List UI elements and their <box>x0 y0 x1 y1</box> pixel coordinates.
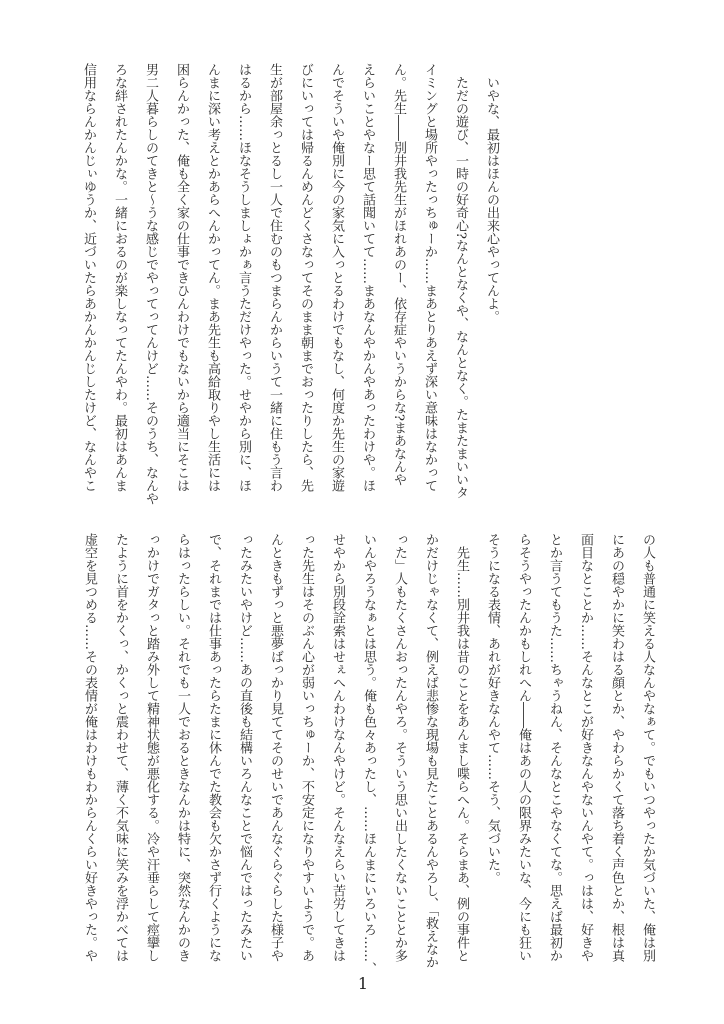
text-line: えらいことやなー思て話聞いてて……まあなんやかんやあったわけや。ほ <box>360 63 375 492</box>
text-line: んでそういや俺別に今の家気に入っとるわけでもなし、何度か先生の家遊 <box>329 63 344 492</box>
text-line: いんやろうなぁとは思う。俺も色々あったし、……ほんまにいろいろ……、 <box>361 533 376 975</box>
text-line: っかけでガタっと踏み外して精神状態が悪化する。冷や汗垂らして痙攣し <box>144 533 159 962</box>
text-line: そうになる表情、あれが好きなんやて……そう、気づいた。 <box>485 533 500 884</box>
text-line: びにいっては帰るんめんどくさなってそのまま朝までおったりしたら、先 <box>298 63 313 492</box>
text-line: かだけじゃなくて、例えば悲惨な現場も見たことあるんやろし、「救えなか <box>423 533 438 969</box>
text-line: 先生……別井我は昔のことをあんまし喋らへん。そらまあ、例の事件と <box>454 546 469 962</box>
text-line: 男二人暮らしのてきと〜うな感じでやってってんけど……そのうち、なんや <box>143 63 158 505</box>
upper-tier-text <box>73 63 507 505</box>
text-line: 面目なとことか……そんなとこが好きなんやないんやて。っはは、好きや <box>578 533 593 962</box>
text-line: にあの穏やかに笑わはる顔とか、やわらかくて落ち着く声色とか、根は真 <box>609 533 624 962</box>
text-line: んまに深い考えとかあらへんかってん。まあ先生も高給取りやし生活には <box>205 63 220 492</box>
text-line: 虚空を見つめる……その表情が俺はわけもわからんくらい好きやった。や <box>82 533 97 962</box>
text-line: せやから別段詮索はせぇへんわけなんやけど。そんなえらい苦労してきは <box>330 533 345 962</box>
text-line: った先生はそのぶん心が弱いっちゅーか、不安定になりやすいようで。あ <box>299 533 314 962</box>
text-line: の人も普通に笑える人なんやなぁて。でもいつやったか気づいた、俺は別 <box>640 533 655 962</box>
text-line: イミングと場所やったっちゅーか……まあとりあえず深い意味はなかって <box>422 63 437 492</box>
text-line: 困らんかった、俺も全く家の仕事できひんわけでもないから適当にそこは <box>174 63 189 492</box>
text-line: ん。先生――別井我先生がほれあのー、依存症やいうからな?まあなんや <box>391 63 406 486</box>
text-line: らはったらしい。それでも一人でおるときなんかは特に、突然なんかのき <box>175 533 190 962</box>
text-line: ただの遊び、一時の好奇心?なんとなくや、なんとなく。たまたまいいタ <box>453 76 468 499</box>
text-line: はるから……ほなそうしましょかぁ言うただけやった。せやから別に、ほ <box>236 63 251 492</box>
text-line: ろな絆されたんかな。一緒におるのが楽しなってたんやわ。最初はあんま <box>112 63 127 492</box>
text-line: 信用ならんかんじぃゆうか、近づいたらあかんかんじしたけど、なんやこ <box>81 63 96 492</box>
text-line: った」人もたくさんおったんやろ。そういう思い出したくないこととか多 <box>392 533 407 962</box>
page-number: 1 <box>357 974 369 993</box>
text-line: らそうやったんかもしれへん――俺はあの人の限界みたいな、今にも狂い <box>516 533 531 962</box>
text-line: んときもずっと悪夢ばっかり見ててそのせいであんなぐらぐらした様子や <box>268 533 283 962</box>
text-line: ったみたいやけど……あの直後も結構いろんなことで悩んではったみたい <box>237 533 252 962</box>
text-line: いやな、最初はほんの出来心やってんよ。 <box>484 76 499 323</box>
text-line: とか言うてもうた……ちゃうねん、そんなとこやなくてな。思えば最初か <box>547 533 562 962</box>
text-line: で、それまでは仕事あったらたまに休んでた教会も欠かさず行くようにな <box>206 533 221 962</box>
text-line: たように首をかくっ、かくっと震わせて、薄く不気味に笑みを浮かべては <box>113 533 128 962</box>
lower-tier-text <box>74 533 663 975</box>
text-line: 生が部屋余っとるし一人で住むのもつまらんからいうて一緒に住もう言わ <box>267 63 282 492</box>
